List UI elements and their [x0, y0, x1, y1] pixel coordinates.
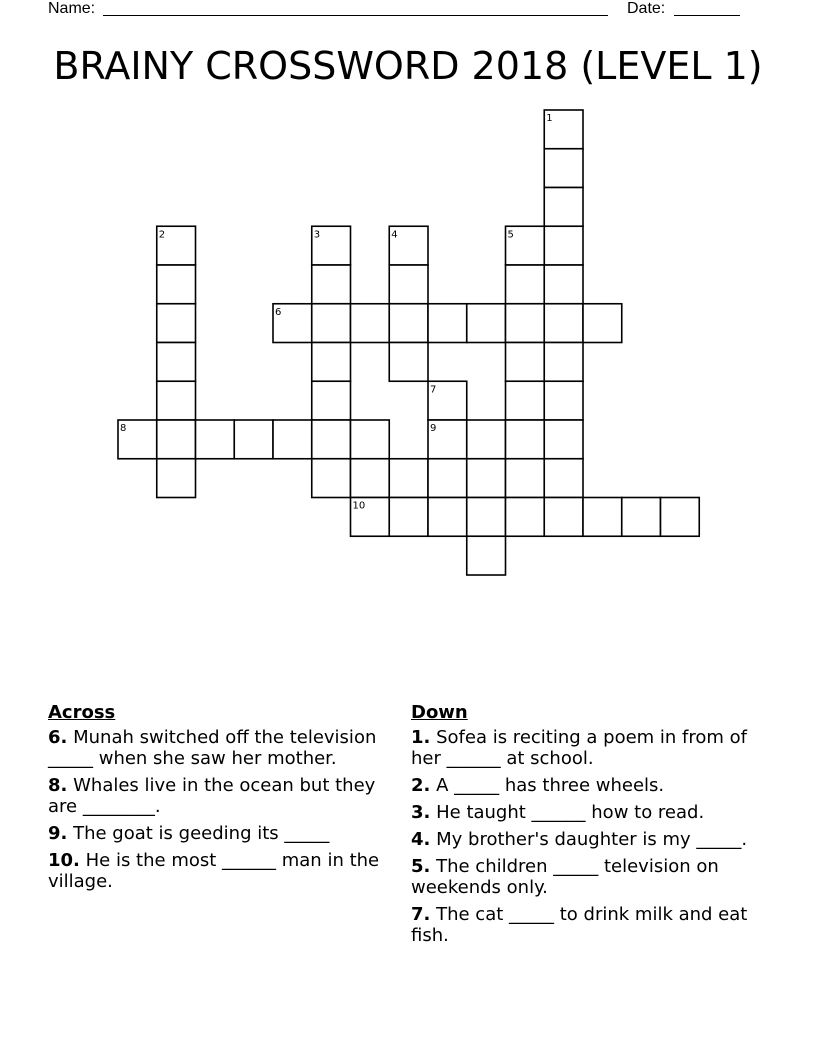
grid-cell[interactable]	[467, 459, 506, 498]
grid-cell[interactable]	[467, 420, 506, 459]
date-label: Date:	[627, 0, 666, 17]
clue-text: He taught ______ how to read.	[436, 802, 705, 823]
clue-text: Sofea is reciting a poem in from of her ______ at school.	[411, 727, 748, 769]
clue-number: 3.	[411, 802, 431, 823]
clue-number: 1.	[411, 727, 431, 748]
clue-number: 4.	[411, 829, 431, 850]
grid-cell[interactable]	[544, 149, 583, 188]
grid-cell[interactable]	[544, 381, 583, 420]
down-clue	[411, 829, 756, 850]
clue-number: 8.	[48, 775, 68, 796]
clue-text: He is the most ______ man in the village.	[48, 850, 380, 892]
grid-cell[interactable]	[428, 498, 467, 537]
across-heading: Across	[48, 702, 116, 723]
down-clues	[411, 702, 756, 952]
page-title: BRAINY CROSSWORD 2018 (LEVEL 1)	[53, 44, 763, 88]
clue-number: 6.	[48, 727, 68, 748]
grid-cell[interactable]	[157, 459, 196, 498]
grid-cell[interactable]	[389, 459, 428, 498]
across-clue	[48, 775, 393, 817]
grid-cell[interactable]	[506, 498, 545, 537]
clue-text: The children _____ television on weekends only.	[411, 856, 719, 898]
grid-cell[interactable]	[389, 304, 428, 343]
grid-cell[interactable]	[661, 498, 700, 537]
clue-number-label: 5	[507, 229, 514, 241]
grid-cell[interactable]	[467, 304, 506, 343]
across-clue	[48, 850, 393, 892]
grid-cell[interactable]	[312, 381, 351, 420]
grid-cell[interactable]	[544, 226, 583, 265]
down-clue	[411, 727, 756, 769]
grid-cell[interactable]	[389, 498, 428, 537]
clue-number: 5.	[411, 856, 431, 877]
clue-number-label: 3	[313, 229, 321, 241]
grid-cell[interactable]	[312, 265, 351, 304]
across-clue	[48, 727, 393, 769]
grid-cell[interactable]	[544, 343, 583, 382]
clue-number: 2.	[411, 775, 431, 796]
grid-cell[interactable]	[389, 265, 428, 304]
grid-cell[interactable]	[467, 498, 506, 537]
grid-cell[interactable]	[157, 381, 196, 420]
grid-cell[interactable]	[157, 343, 196, 382]
grid-cell[interactable]	[312, 459, 351, 498]
clue-number-label: 7	[430, 384, 437, 396]
clue-text: The goat is geeding its _____	[73, 823, 330, 844]
clue-text: The cat _____ to drink milk and eat fish.	[411, 904, 748, 946]
grid-cell[interactable]	[583, 304, 622, 343]
across-clue	[48, 823, 393, 844]
clue-number: 9.	[48, 823, 68, 844]
grid-cell[interactable]	[351, 420, 390, 459]
grid-cell[interactable]	[273, 420, 312, 459]
grid-cell[interactable]	[428, 304, 467, 343]
down-clue	[411, 802, 756, 823]
clue-number-label: 6	[275, 306, 282, 318]
down-heading: Down	[411, 702, 468, 723]
down-clue	[411, 856, 756, 898]
grid-cell[interactable]	[196, 420, 235, 459]
grid-cell[interactable]	[351, 459, 390, 498]
grid-cell[interactable]	[544, 304, 583, 343]
down-clue	[411, 775, 756, 796]
clue-text: Whales live in the ocean but they are ________.	[48, 775, 376, 817]
grid-cell[interactable]	[506, 304, 545, 343]
grid-cell[interactable]	[312, 420, 351, 459]
grid-cell[interactable]	[506, 265, 545, 304]
clue-number-label: 4	[391, 229, 398, 241]
grid-cell[interactable]	[544, 188, 583, 227]
grid-cell[interactable]	[157, 304, 196, 343]
grid-cell[interactable]	[157, 420, 196, 459]
clue-number-label: 10	[352, 500, 366, 512]
grid-cell[interactable]	[544, 459, 583, 498]
grid-cell[interactable]	[506, 420, 545, 459]
clue-text: Munah switched off the television _____ when she saw her mother.	[48, 727, 377, 769]
grid-cell[interactable]	[544, 420, 583, 459]
grid-cell[interactable]	[312, 343, 351, 382]
grid-cell[interactable]	[583, 498, 622, 537]
clue-number-label: 1	[546, 113, 553, 124]
clue-number-label: 2	[158, 229, 166, 241]
grid-cell[interactable]	[234, 420, 273, 459]
name-label: Name:	[48, 0, 96, 17]
grid-cell[interactable]	[312, 304, 351, 343]
grid-cell[interactable]	[351, 304, 390, 343]
grid-cell[interactable]	[157, 265, 196, 304]
grid-cell[interactable]	[467, 536, 506, 575]
clue-number: 10.	[48, 850, 80, 871]
grid-cell[interactable]	[428, 459, 467, 498]
grid-cell[interactable]	[544, 498, 583, 537]
clue-number-label: 9	[430, 423, 437, 434]
grid-cell[interactable]	[506, 343, 545, 382]
across-clues	[48, 702, 393, 898]
grid-cell[interactable]	[389, 343, 428, 382]
down-clue	[411, 904, 756, 946]
grid-cell[interactable]	[506, 459, 545, 498]
grid-cell[interactable]	[622, 498, 661, 537]
clue-text: A _____ has three wheels.	[436, 775, 665, 796]
clue-text: My brother's daughter is my _____.	[436, 829, 748, 850]
grid-cell[interactable]	[506, 381, 545, 420]
clue-number: 7.	[411, 904, 431, 925]
grid-cell[interactable]	[544, 265, 583, 304]
clue-number-label: 8	[120, 423, 127, 434]
